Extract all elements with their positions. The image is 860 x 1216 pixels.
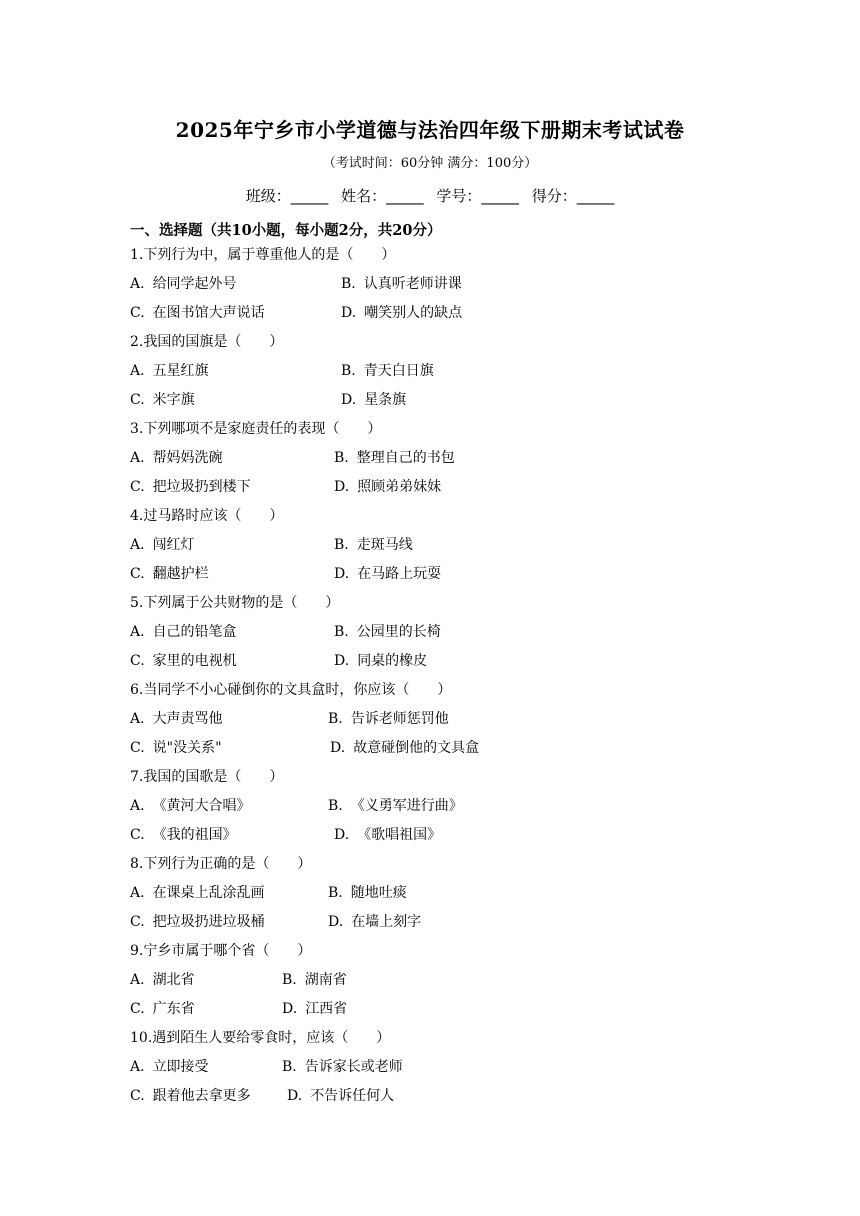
option-b[interactable] [341, 274, 462, 294]
option-text: 在墙上刻字 [351, 914, 422, 930]
option-text: 立即接受 [152, 1059, 209, 1075]
option-label: C. [130, 827, 145, 843]
option-d[interactable] [334, 825, 441, 845]
option-label: C. [130, 305, 145, 321]
option-a[interactable] [130, 1057, 209, 1077]
option-label: A. [130, 798, 145, 814]
question-item [130, 593, 730, 680]
question-stem: 10.遇到陌生人要给零食时，应该（ ） [130, 1030, 391, 1046]
option-c[interactable] [130, 390, 195, 410]
option-b[interactable] [334, 535, 413, 555]
option-a[interactable] [130, 361, 209, 381]
option-a[interactable] [130, 622, 237, 642]
option-text: 《我的祖国》 [152, 827, 237, 843]
question-item [130, 332, 730, 419]
option-a[interactable] [130, 970, 195, 990]
option-label: A. [130, 363, 145, 379]
exam-subtitle: （考试时间：60分钟 满分：100分） [322, 156, 538, 171]
option-label: A. [130, 885, 145, 901]
option-label: B. [341, 276, 356, 292]
option-b[interactable] [282, 1057, 403, 1077]
option-label: D. [328, 914, 344, 930]
option-text: 故意碰倒他的文具盒 [353, 740, 480, 756]
option-label: B. [334, 537, 349, 553]
option-text: 自己的铅笔盒 [152, 624, 237, 640]
option-label: B. [328, 798, 343, 814]
option-text: 照顾弟弟妹妹 [357, 479, 442, 495]
option-text: 嘲笑别人的缺点 [364, 305, 463, 321]
option-text: 在课桌上乱涂乱画 [152, 885, 265, 901]
option-d[interactable] [282, 999, 347, 1019]
option-label: C. [130, 740, 145, 756]
option-text: 不告诉任何人 [310, 1088, 395, 1104]
option-label: C. [130, 392, 145, 408]
option-b[interactable] [328, 709, 449, 729]
option-text: 星条旗 [364, 392, 407, 408]
option-d[interactable] [334, 477, 441, 497]
option-d[interactable] [341, 303, 462, 323]
option-c[interactable] [130, 303, 265, 323]
option-a[interactable] [130, 796, 251, 816]
option-text: 同桌的橡皮 [357, 653, 428, 669]
option-label: B. [328, 711, 343, 727]
question-stem: 7.我国的国歌是（ ） [130, 769, 284, 785]
student-info-line [0, 185, 860, 206]
option-text: 跟着他去拿更多 [152, 1088, 251, 1104]
option-a[interactable] [130, 535, 195, 555]
option-text: 把垃圾扔进垃圾桶 [152, 914, 265, 930]
option-label: D. [330, 740, 346, 756]
option-label: A. [130, 1059, 145, 1075]
option-text: 广东省 [152, 1001, 195, 1017]
question-stem: 2.我国的国旗是（ ） [130, 334, 284, 350]
option-text: 家里的电视机 [152, 653, 237, 669]
option-label: B. [341, 363, 356, 379]
option-c[interactable] [130, 738, 222, 758]
question-item [130, 854, 730, 941]
question-stem: 6.当同学不小心碰倒你的文具盒时，你应该（ ） [130, 682, 452, 698]
question-item [130, 245, 730, 332]
option-label: A. [130, 450, 145, 466]
option-label: D. [334, 653, 350, 669]
option-text: 把垃圾扔到楼下 [152, 479, 251, 495]
option-c[interactable] [130, 999, 195, 1019]
option-text: 米字旗 [152, 392, 195, 408]
option-text: 帮妈妈洗碗 [152, 450, 223, 466]
option-text: 公园里的长椅 [356, 624, 441, 640]
question-stem: 3.下列哪项不是家庭责任的表现（ ） [130, 421, 382, 437]
option-label: A. [130, 276, 145, 292]
option-b[interactable] [328, 796, 463, 816]
option-label: C. [130, 1088, 145, 1104]
option-text: 随地吐痰 [350, 885, 407, 901]
option-text: 整理自己的书包 [356, 450, 455, 466]
option-a[interactable] [130, 448, 223, 468]
option-text: 湖南省 [304, 972, 347, 988]
option-c[interactable] [130, 1086, 251, 1106]
option-label: C. [130, 566, 145, 582]
option-text: 五星红旗 [152, 363, 209, 379]
option-label: B. [328, 885, 343, 901]
option-text: 翻越护栏 [152, 566, 209, 582]
question-item [130, 680, 730, 767]
question-item [130, 767, 730, 854]
option-label: A. [130, 537, 145, 553]
option-c[interactable] [130, 651, 237, 671]
exam-title: 2025年宁乡市小学道德与法治四年级下册期末考试试卷 [175, 118, 685, 142]
option-text: 告诉老师惩罚他 [350, 711, 449, 727]
question-stem: 5.下列属于公共财物的是（ ） [130, 595, 340, 611]
option-d[interactable] [334, 651, 427, 671]
question-stem: 9.宁乡市属于哪个省（ ） [130, 943, 312, 959]
option-text: 《黄河大合唱》 [152, 798, 251, 814]
option-text: 湖北省 [152, 972, 195, 988]
section-title: 一、选择题（共10小题，每小题2分，共20分） [130, 222, 442, 239]
option-label: A. [130, 711, 145, 727]
option-a[interactable] [130, 274, 237, 294]
option-text: 大声责骂他 [152, 711, 223, 727]
option-text: 说"没关系" [152, 740, 222, 756]
option-label: A. [130, 624, 145, 640]
option-label: D. [334, 827, 350, 843]
option-label: D. [282, 1001, 298, 1017]
option-label: D. [287, 1088, 303, 1104]
option-label: D. [341, 392, 357, 408]
option-text: 在马路上玩耍 [357, 566, 442, 582]
option-text: 《歌唱祖国》 [357, 827, 442, 843]
score-field[interactable]: 得分：_____ [531, 187, 615, 205]
option-c[interactable] [130, 564, 209, 584]
option-d[interactable] [287, 1086, 394, 1106]
option-a[interactable] [130, 709, 223, 729]
question-stem: 4.过马路时应该（ ） [130, 508, 284, 524]
option-text: 认真听老师讲课 [363, 276, 462, 292]
option-c[interactable] [130, 477, 251, 497]
option-b[interactable] [334, 622, 441, 642]
option-b[interactable] [328, 883, 407, 903]
option-text: 告诉家长或老师 [304, 1059, 403, 1075]
option-d[interactable] [330, 738, 479, 758]
option-label: C. [130, 914, 145, 930]
option-d[interactable] [328, 912, 421, 932]
name-field[interactable]: 姓名：_____ [341, 187, 424, 205]
question-stem: 8.下列行为正确的是（ ） [130, 856, 312, 872]
question-item [130, 506, 730, 593]
option-text: 江西省 [305, 1001, 348, 1017]
option-b[interactable] [334, 448, 455, 468]
class-field[interactable]: 班级：_____ [245, 187, 329, 205]
option-label: B. [334, 624, 349, 640]
option-b[interactable] [282, 970, 347, 990]
question-stem: 1.下列行为中，属于尊重他人的是（ ） [130, 247, 396, 263]
question-item [130, 1028, 730, 1115]
option-text: 给同学起外号 [152, 276, 237, 292]
option-text: 《义勇军进行曲》 [350, 798, 463, 814]
option-label: B. [282, 1059, 297, 1075]
option-text: 闯红灯 [152, 537, 195, 553]
option-a[interactable] [130, 883, 265, 903]
option-text: 青天白日旗 [363, 363, 434, 379]
option-text: 走斑马线 [356, 537, 413, 553]
option-text: 在图书馆大声说话 [152, 305, 265, 321]
option-label: C. [130, 1001, 145, 1017]
option-label: B. [334, 450, 349, 466]
option-label: C. [130, 653, 145, 669]
option-label: D. [341, 305, 357, 321]
option-label: D. [334, 566, 350, 582]
question-item [130, 419, 730, 506]
option-label: A. [130, 972, 145, 988]
option-label: B. [282, 972, 297, 988]
student-id-field[interactable]: 学号：_____ [436, 187, 519, 205]
question-list [130, 245, 730, 1115]
option-b[interactable] [341, 361, 434, 381]
option-d[interactable] [341, 390, 406, 410]
option-label: C. [130, 479, 145, 495]
option-d[interactable] [334, 564, 441, 584]
option-label: D. [334, 479, 350, 495]
option-c[interactable] [130, 825, 237, 845]
question-item [130, 941, 730, 1028]
option-c[interactable] [130, 912, 265, 932]
